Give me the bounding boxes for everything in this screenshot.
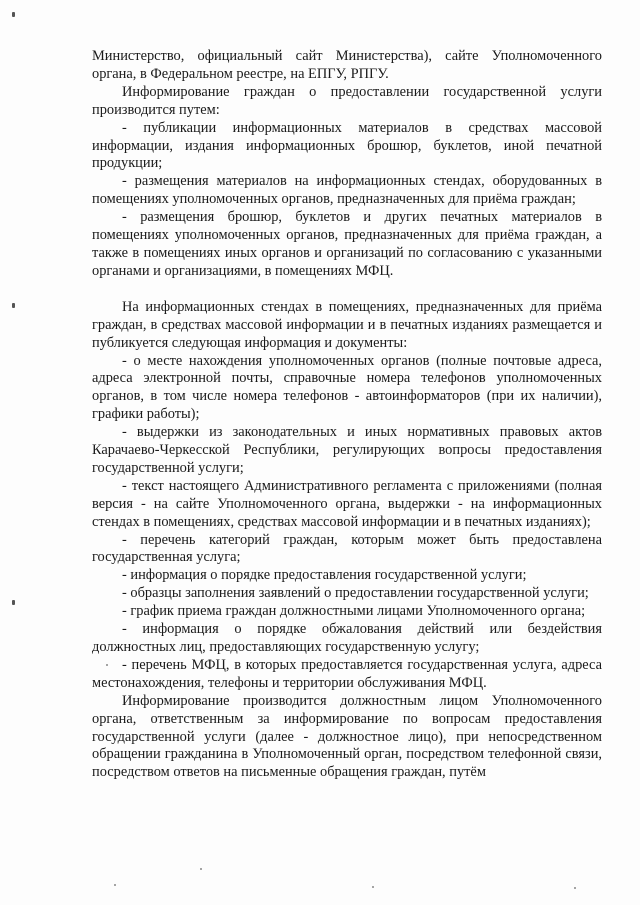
paragraph: Информирование граждан о предоставлении государственной услуги производится путем: xyxy=(92,83,602,118)
list-item: - о месте нахождения уполномоченных органов (полные почтовые адреса, адреса электронной почты, справочные номера телефонов уполномоченных органов, в том числе номера телефонов - автоинформаторов (при их наличии), графики работы); xyxy=(92,352,602,423)
paragraph: На информационных стендах в помещениях, предназначенных для приёма граждан, в средствах массовой информации и в печатных изданиях размещается и публикуется следующая информация и документы: xyxy=(92,298,602,351)
list-item: - размещения брошюр, буклетов и других печатных материалов в помещениях уполномоченных органов, предназначенных для приёма граждан, а также в помещениях иных органов и организаций по согласованию с указанными органами и организациями, в помещениях МФЦ. xyxy=(92,209,602,279)
list-item: - образцы заполнения заявлений о предоставлении государственной услуги; xyxy=(122,585,589,602)
list-item: - информация о порядке обжалования действий или бездействия должностных лиц, предоставляющих государственную услугу; xyxy=(92,621,602,655)
scan-mark xyxy=(12,12,15,17)
scan-speck xyxy=(114,884,116,886)
scan-speck xyxy=(200,868,202,870)
list-item: - перечень категорий граждан, которым может быть предоставлена государственная услуга; xyxy=(92,531,602,566)
list-item: - текст настоящего Административного регламента с приложениями (полная версия - на сайте Уполномоченного органа, выдержки - на информационных стендах в помещениях, средствах массовой информации и в печатных изданиях); xyxy=(92,477,602,530)
paragraph: Информирование производится должностным лицом Уполномоченного органа, ответственным за информирование по вопросам предоставления государственной услуги (далее - должностное лицо), при непосредственном обращении гражданина в Уполномоченный орган, посредством телефонной связи, посредством ответов на письменные обращения граждан, путём xyxy=(92,692,602,781)
scan-speck xyxy=(574,887,576,889)
scan-mark xyxy=(12,600,15,605)
list-item: - перечень МФЦ, в которых предоставляется государственная услуга, адреса местонахождения, телефоны и территории обслуживания МФЦ. xyxy=(92,656,602,691)
list-item: - график приема граждан должностными лицами Уполномоченного органа; xyxy=(122,603,586,620)
list-item: - размещения материалов на информационных стендах, оборудованных в помещениях уполномоченных органов, предназначенных для приёма граждан; xyxy=(92,173,602,208)
scan-speck xyxy=(372,886,374,888)
list-item: - информация о порядке предоставления государственной услуги; xyxy=(122,567,527,584)
document-body xyxy=(92,48,602,782)
list-item: - публикации информационных материалов в средствах массовой информации, издания информационных брошюр, буклетов, иной печатной продукции; xyxy=(92,119,602,172)
list-item: - выдержки из законодательных и иных нормативных правовых актов Карачаево-Черкесской Республики, регулирующих вопросы предоставления государственной услуги; xyxy=(92,424,602,476)
scan-mark xyxy=(12,303,15,308)
paragraph: Министерство, официальный сайт Министерства), сайте Уполномоченного органа, в Федеральном реестре, на ЕПГУ, РПГУ. xyxy=(92,48,602,82)
